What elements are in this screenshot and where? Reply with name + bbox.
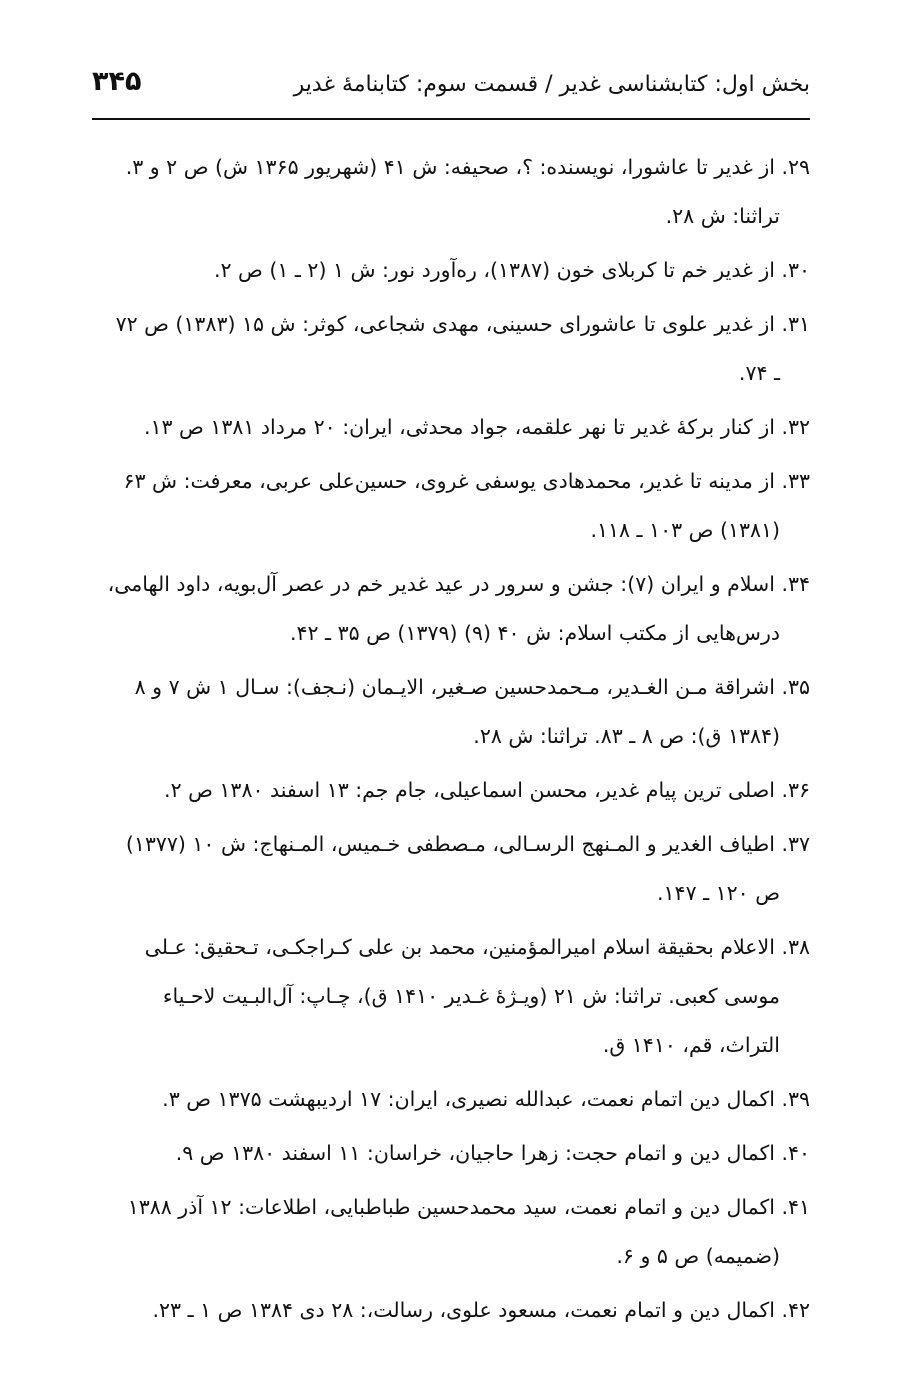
entry-text: ۳۱. از غدیر علوی تا عاشورای حسینی، مهدی شجاعی، کوثر: ش ۱۵ (۱۳۸۳) ص ۷۲ bbox=[115, 312, 810, 336]
entry-text: ۳۹. اکمال دین اتمام نعمت، عبدالله نصیری، ایران: ۱۷ اردیبهشت ۱۳۷۵ ص ۳. bbox=[162, 1087, 810, 1111]
bibliography-entry bbox=[92, 143, 810, 241]
bibliography-entry bbox=[92, 820, 810, 918]
entry-continuation: التراث، قم، ۱۴۱۰ ق. bbox=[602, 1033, 780, 1057]
bibliography-entry bbox=[92, 300, 810, 398]
entry-text: ۳۲. از کنار برکهٔ غدیر تا نهر علقمه، جواد محدثی، ایران: ۲۰ مرداد ۱۳۸۱ ص ۱۳. bbox=[143, 415, 810, 439]
bibliography-list bbox=[92, 143, 810, 1340]
header-title: بخش اول: کتابشناسی غدیر / قسمت سوم: کتابنامهٔ غدیر bbox=[293, 72, 810, 97]
entry-continuation: موسی کعبی. تراثنا: ش ۲۱ (ویـژهٔ غـدیر ۱۴۱۰ ق)، چـاپ: آل‌البـیت لاحـیاء bbox=[162, 984, 780, 1008]
bibliography-entry bbox=[92, 246, 810, 295]
page-number: ۳۴۵ bbox=[92, 66, 142, 97]
entry-continuation: (۱۳۸۴ ق): ص ۸ ـ ۸۳. تراثنا: ش ۲۸. bbox=[473, 724, 780, 748]
entry-continuation: درس‌هایی از مکتب اسلام: ش ۴۰ (۹) (۱۳۷۹) ص ۳۵ ـ ۴۲. bbox=[289, 621, 780, 645]
entry-text: ۴۰. اکمال دین و اتمام حجت: زهرا حاجیان، خراسان: ۱۱ اسفند ۱۳۸۰ ص ۹. bbox=[175, 1141, 810, 1165]
entry-continuation: ـ ۷۴. bbox=[738, 361, 780, 385]
bibliography-entry bbox=[92, 403, 810, 452]
entry-continuation: ص ۱۲۰ ـ ۱۴۷. bbox=[657, 881, 780, 905]
entry-continuation: تراثنا: ش ۲۸. bbox=[665, 204, 780, 228]
bibliography-entry bbox=[92, 1075, 810, 1124]
running-header bbox=[92, 66, 810, 106]
entry-text: ۳۷. اطیاف الغدیر و المـنهج الرسـالی، مـصطفی خـمیس، المـنهاج: ش ۱۰ (۱۳۷۷) bbox=[125, 832, 810, 856]
bibliography-entry bbox=[92, 766, 810, 815]
entry-text: ۳۶. اصلی ترین پیام غدیر، محسن اسماعیلی، جام جم: ۱۳ اسفند ۱۳۸۰ ص ۲. bbox=[164, 778, 810, 802]
entry-text: ۳۸. الاعلام بحقیقة اسلام امیرالمؤمنین، محمد بن علی کـراجکـی، تـحقیق: عـلی bbox=[144, 935, 810, 959]
entry-text: ۴۲. اکمال دین و اتمام نعمت، مسعود علوی، رسالت،: ۲۸ دی ۱۳۸۴ ص ۱ ـ ۲۳. bbox=[152, 1298, 810, 1322]
entry-text: ۳۳. از مدینه تا غدیر، محمدهادی یوسفی غروی، حسین‌علی عربی، معرفت: ش ۶۳ bbox=[123, 469, 810, 493]
entry-text: ۳۵. اشراقة مـن الغـدیر، مـحمدحسین صـغیر، الایـمان (نـجف): سـال ۱ ش ۷ و ۸ bbox=[134, 675, 810, 699]
header-rule bbox=[92, 118, 810, 120]
entry-continuation: (ضمیمه) ص ۵ و ۶. bbox=[616, 1244, 780, 1268]
bibliography-entry bbox=[92, 923, 810, 1070]
bibliography-entry bbox=[92, 560, 810, 658]
entry-continuation: (۱۳۸۱) ص ۱۰۳ ـ ۱۱۸. bbox=[590, 518, 780, 542]
bibliography-entry bbox=[92, 663, 810, 761]
bibliography-entry bbox=[92, 1183, 810, 1281]
entry-text: ۳۴. اسلام و ایران (۷): جشن و سرور در عید غدیر خم در عصر آل‌بویه، داود الهامی، bbox=[107, 572, 810, 596]
bibliography-entry bbox=[92, 1129, 810, 1178]
entry-text: ۴۱. اکمال دین و اتمام نعمت، سید محمدحسین طباطبایی، اطلاعات: ۱۲ آذر ۱۳۸۸ bbox=[127, 1195, 810, 1219]
bibliography-entry bbox=[92, 457, 810, 555]
entry-text: ۳۰. از غدیر خم تا کربلای خون (۱۳۸۷)، ره‌آورد نور: ش ۱ (۲ ـ ۱) ص ۲. bbox=[213, 258, 810, 282]
bibliography-entry bbox=[92, 1286, 810, 1335]
entry-text: ۲۹. از غدیر تا عاشورا، نویسنده: ؟، صحیفه: ش ۴۱ (شهریور ۱۳۶۵ ش) ص ۲ و ۳. bbox=[125, 155, 810, 179]
